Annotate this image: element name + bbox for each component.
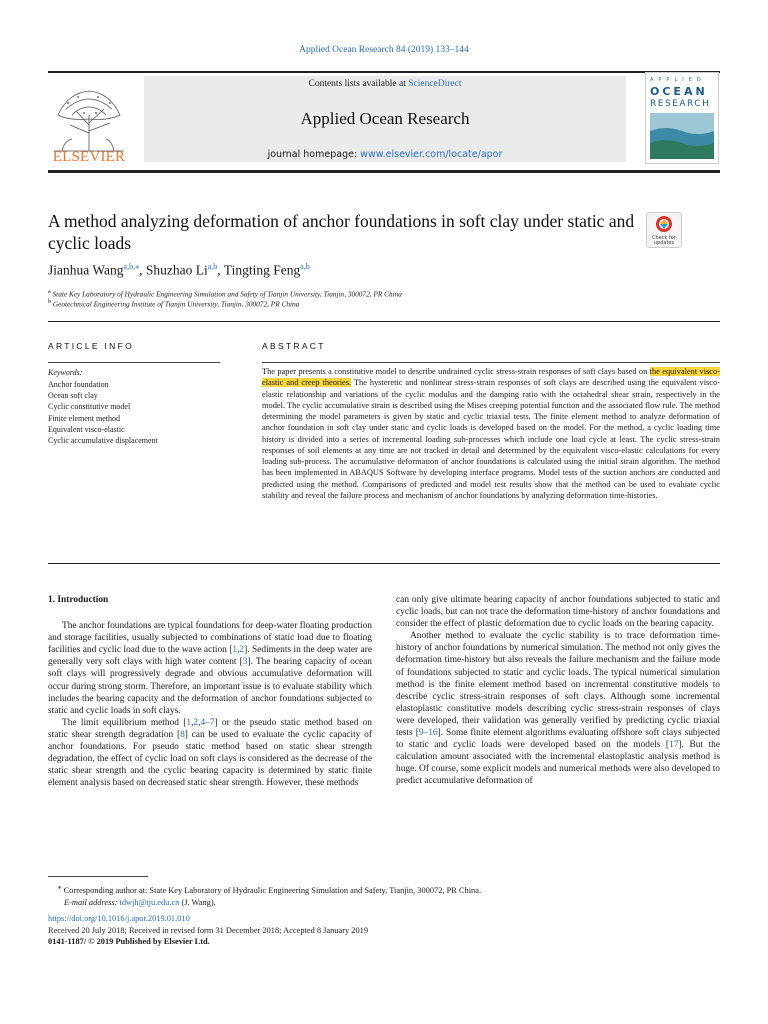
citation-link[interactable]: 17 xyxy=(669,740,679,751)
text-run: ]. Some finite element algorithms evaluating offshore soft clays subjected to static and cyclic loads were developed based on the models [ xyxy=(396,728,720,751)
affiliation-a xyxy=(48,289,402,298)
email-suffix: (J. Wang). xyxy=(179,897,216,907)
text-run: ]. But the calculation amount associated with the incremental elastoplastic analysis method is huge. Of course, some explicit models and numerical methods were also developed to predict accumulative deformation of xyxy=(396,740,721,787)
citation-link[interactable]: 1 xyxy=(232,645,238,656)
affiliation-sup: a xyxy=(48,289,51,295)
crossmark-line1: Check for xyxy=(652,235,676,241)
publisher-name: ELSEVIER xyxy=(52,149,126,165)
text-run: ]. Sediments in the deep water are generally very soft clays with high water content [ xyxy=(48,645,372,668)
affiliation-b xyxy=(48,299,299,308)
contents-line xyxy=(144,79,626,89)
copyright-line: 0141-1187/ © 2019 Published by Elsevier Ltd. xyxy=(48,937,210,946)
affiliation-sup: b xyxy=(48,299,52,305)
article-info-heading: ARTICLE INFO xyxy=(48,341,135,351)
abstract-bottom-rule xyxy=(48,563,720,564)
text-run: , xyxy=(191,717,194,728)
body-column-right xyxy=(396,594,720,788)
text-run: Another method to evaluate the cyclic stability is to trace deformation time-history of anchor foundations by numerical simulation. The method not only gives the deformation time-history but also reveals the failure mechanism and the failure mode of foundations subjected to static and cyclic loads. The typical numerical simulation method is the finite element method based on incremental constitutive models to describe cyclic stress-strain responses of soft clays. Although some incremental elastoplastic constitutive models describing cyclic stress-strain responses of clays were developed, their validation was generally verified by predicting cyclic triaxial tests [ xyxy=(396,631,720,739)
keyword-item: Equivalent visco-elastic xyxy=(48,424,125,434)
cover-top-text: APPLIED xyxy=(650,77,706,83)
text-run: , xyxy=(237,645,240,656)
keyword-item: Cyclic constitutive model xyxy=(48,402,131,412)
footnote-text: Corresponding author at: State Key Laboratory of Hydraulic Engineering Simulation and Safety, Tianjin, 300072, PR China. xyxy=(61,885,482,895)
author-affil-sup[interactable]: a,b xyxy=(300,262,310,271)
author-name[interactable]: Jianhua Wang xyxy=(48,262,124,278)
corresponding-author-footnote xyxy=(48,881,720,909)
abstract-text xyxy=(262,366,720,501)
article-title: A method analyzing deformation of anchor foundations in soft clay under static and cyclic loads xyxy=(48,211,635,253)
author-name[interactable]: Shuzhao Li xyxy=(145,262,208,278)
cover-ocean-text: OCEAN xyxy=(650,85,708,98)
keyword-item: Cyclic accumulative displacement xyxy=(48,436,158,446)
header-top-rule xyxy=(48,71,720,73)
keyword-item: Anchor foundation xyxy=(48,380,109,389)
affiliation-text: Geotechnical Engineering Institute of Tianjin University, Tianjin, 300072, PR China xyxy=(52,299,300,309)
keyword-item: Ocean soft clay xyxy=(48,391,98,401)
journal-homepage xyxy=(144,149,626,160)
text-run: , xyxy=(198,717,201,728)
article-info-rule xyxy=(48,362,220,363)
citation-link[interactable]: 2 xyxy=(193,717,199,728)
keyword-item: Finite element method xyxy=(48,413,120,423)
text-run: ]. The bearing capacity of ocean soft clays will progressively degrade and obvious accumulative deformation will occur during strong storm. Therefore, an important issue is to evaluate stability which includes the bearing capacity and the deformation of anchor foundations subjected to static and cyclic loads in soft clays. xyxy=(48,657,372,716)
footnote-mark: ⁎ xyxy=(58,883,62,891)
body-paragraph xyxy=(48,717,372,790)
header-bottom-rule xyxy=(48,170,720,173)
abstract-rule xyxy=(262,362,720,363)
body-paragraph xyxy=(396,630,720,787)
abstract-heading: ABSTRACT xyxy=(262,341,326,351)
title-bottom-rule xyxy=(48,321,720,322)
keywords-label: Keywords: xyxy=(48,368,83,377)
author-affil-sup[interactable]: a,b,⁎ xyxy=(123,262,140,271)
journal-cover[interactable] xyxy=(645,72,719,164)
citation-link[interactable]: 4–7 xyxy=(200,717,215,728)
text-run: ] or the pseudo static method based on static shear strength degradation [ xyxy=(48,717,372,740)
author-separator: , xyxy=(217,262,224,278)
section-heading-introduction: 1. Introduction xyxy=(48,595,109,605)
body-paragraph: can only give ultimate bearing capacity of anchor foundations subjected to static and cyclic loads, but can not trace the deformation time-history of anchor foundations and consider the effect of plastic deformation due to cyclic loads on the bearing capacity. xyxy=(396,595,720,630)
affiliation-text: State Key Laboratory of Hydraulic Engineering Simulation and Safety of Tianjin University, Tianjin, 300072, PR China xyxy=(52,289,402,299)
sciencedirect-link[interactable]: ScienceDirect xyxy=(408,79,462,89)
journal-citation[interactable]: Applied Ocean Research 84 (2019) 133–144 xyxy=(299,45,469,55)
homepage-link[interactable]: www.elsevier.com/locate/apor xyxy=(360,149,503,160)
keywords-list xyxy=(48,379,158,446)
text-run: ] can be used to evaluate the cyclic capacity of anchor foundations. For pseudo static method based on static shear strength degradation, the effect of cyclic load on soft clays is considered as the decrease of the static shear strength and the cyclic bearing capacity is determined by static finite element analysis based on decreased static shear strength. However, these methods xyxy=(48,729,372,789)
citation-link[interactable]: 1 xyxy=(186,717,192,728)
cover-research-text: RESEARCH xyxy=(650,99,711,109)
text-run: The limit equilibrium method [ xyxy=(62,717,187,728)
contents-prefix: Contents lists available at xyxy=(308,79,409,89)
article-metadata xyxy=(48,913,368,948)
journal-title: Applied Ocean Research xyxy=(300,109,470,128)
abstract-post: The hysteretic and nonlinear stress-strain responses of soft clays are described using the equivalent visco-elastic relationship and variations of the cyclic modulus and the damping ratio with the octahedral shear strain, respectively in the model. The cyclic accumulative strain is described using the Mises creeping potential function and the associated flow rule. The method determining the model parameters is given by static and cyclic triaxial tests. The finite element method to analyze deformation of anchor foundation in soft clay under static and cyclic loads is developed based on the model. For the method, a cyclic loading time history is divided into a series of incremental loading sub-processes which include one load cycle at least. The cyclic stress-strain responses of soil elements at any time are not tracked in detail and determined by the equivalent visco-elastic calculations for every loading sub-process. The accumulative deformation of anchor foundations is calculated using the initial strain algorithm. The method has been implemented in ABAQUS Software by developing interface programs. Model tests of the suction anchors are conducted and predicted using the method. Comparisons of predicted and model test results show that the method can be used to evaluate cyclic stability and reveal the failure process and mechanism of anchor foundations by analyzing deformation time-histories. xyxy=(262,378,720,500)
email-link[interactable]: tdwjh@tju.edu.cn xyxy=(119,897,180,907)
body-column-left xyxy=(48,594,372,789)
author-separator: , xyxy=(139,262,146,278)
text-run: The anchor foundations are typical foundations for deep-water floating production and storage facilities, usually subjected to combinations of static load due to floating facilities and cyclic load due to the wave action [ xyxy=(48,621,372,656)
cover-image xyxy=(650,113,714,159)
journal-banner xyxy=(144,76,626,162)
body-paragraph xyxy=(48,620,372,717)
doi-link[interactable]: https://doi.org/10.1016/j.apor.2019.01.010 xyxy=(48,914,190,923)
citation-link[interactable]: 3 xyxy=(242,657,248,668)
abstract-highlight[interactable]: the equivalent visco-elastic and creep theories. xyxy=(262,367,720,388)
abstract-pre: The paper presents a constitutive model to describe undrained cyclic stress-strain responses of soft clays based on xyxy=(262,367,650,376)
citation-link[interactable]: 8 xyxy=(180,729,185,740)
crossmark-icon xyxy=(646,212,682,248)
crossmark-line2: updates xyxy=(653,240,675,246)
received-dates: Received 20 July 2018; Received in revised form 31 December 2018; Accepted 8 January 2019 xyxy=(48,925,369,935)
homepage-label: journal homepage: xyxy=(267,149,361,160)
author-name[interactable]: Tingting Feng xyxy=(223,262,301,278)
footnote-rule xyxy=(48,876,148,877)
author-list xyxy=(48,262,310,279)
citation-link[interactable]: 9–16 xyxy=(418,728,438,739)
check-for-updates-badge[interactable] xyxy=(646,212,682,248)
author-affil-sup[interactable]: a,b xyxy=(207,262,218,271)
citation-link[interactable]: 2 xyxy=(239,645,245,656)
email-label: E-mail address: xyxy=(64,897,120,907)
